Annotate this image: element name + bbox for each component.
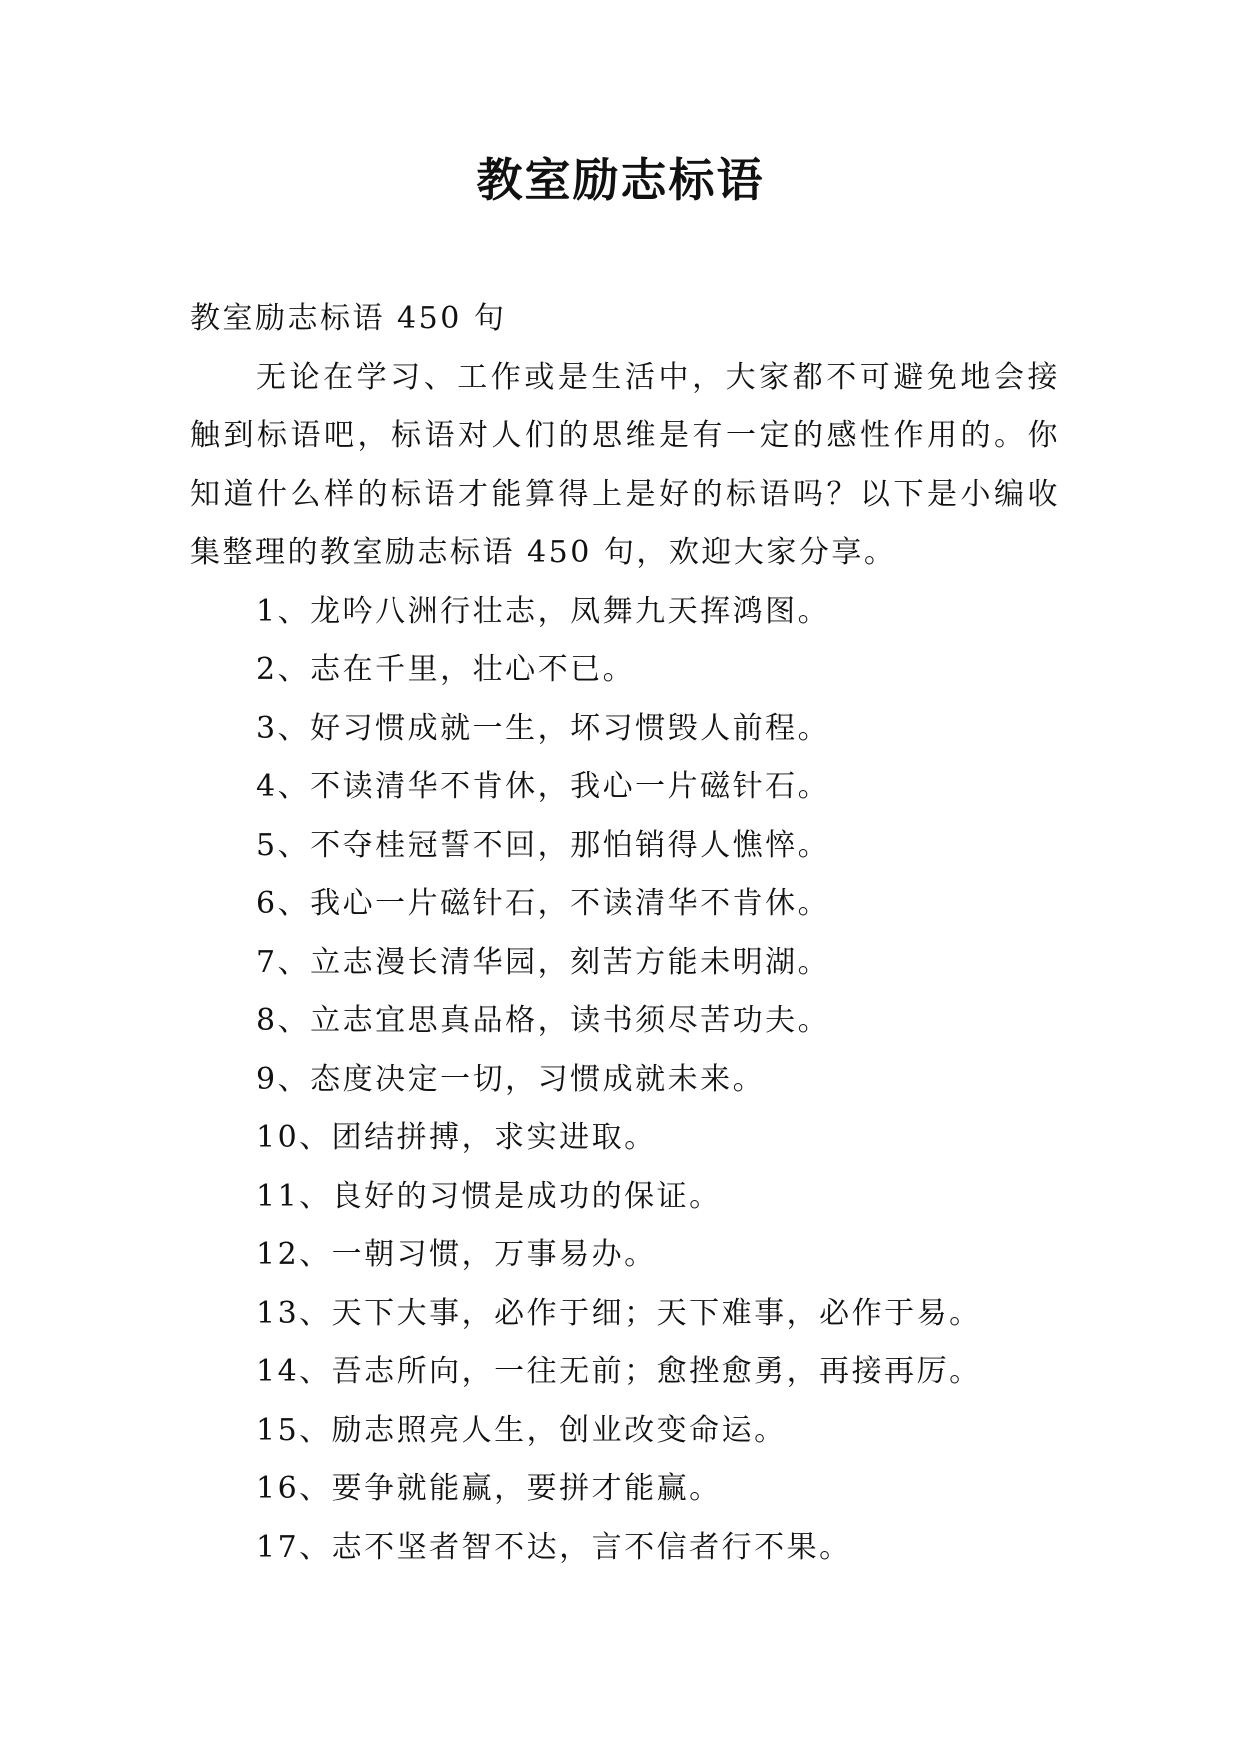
- slogan-item: 9、态度决定一切，习惯成就未来。: [256, 1061, 766, 1097]
- slogan-item: 17、志不坚者智不达，言不信者行不果。: [256, 1529, 852, 1565]
- document-body: [190, 290, 1060, 1577]
- slogan-item: 15、励志照亮人生，创业改变命运。: [256, 1412, 787, 1448]
- slogan-item: 8、立志宜思真品格，读书须尽苦功夫。: [256, 1003, 831, 1038]
- slogan-item: 2、志在千里，壮心不已。: [256, 652, 636, 687]
- slogan-item: 3、好习惯成就一生，坏习惯毁人前程。: [256, 710, 831, 746]
- slogan-list: [190, 583, 1060, 1578]
- slogan-item: 6、我心一片磁针石，不读清华不肯休。: [256, 886, 831, 921]
- slogan-item: 16、要争就能赢，要拼才能赢。: [256, 1471, 722, 1506]
- slogan-item: 1、龙吟八洲行壮志，凤舞九天挥鸿图。: [256, 593, 831, 629]
- slogan-item: 10、团结拼搏，求实进取。: [256, 1120, 657, 1155]
- slogan-item: 11、良好的习惯是成功的保证。: [256, 1178, 722, 1214]
- document-title: 教室励志标语: [476, 153, 765, 207]
- slogan-item: 12、一朝习惯，万事易办。: [256, 1237, 657, 1272]
- document-subtitle: 教室励志标语 450 句: [190, 301, 507, 336]
- slogan-item: 13、天下大事，必作于细；天下难事，必作于易。: [256, 1295, 982, 1331]
- slogan-item: 7、立志漫长清华园，刻苦方能未明湖。: [256, 944, 831, 980]
- slogan-item: 5、不夺桂冠誓不回，那怕销得人憔悴。: [256, 827, 831, 863]
- slogan-item: 4、不读清华不肯休，我心一片磁针石。: [256, 769, 831, 804]
- slogan-item: 14、吾志所向，一往无前；愈挫愈勇，再接再厉。: [256, 1354, 982, 1389]
- intro-paragraph: 无论在学习、工作或是生活中，大家都不可避免地会接触到标语吧，标语对人们的思维是有一定的感性作用的。你知道什么样的标语才能算得上是好的标语吗？以下是小编收集整理的教室励志标语 450 句，欢迎大家分享。: [190, 359, 1060, 570]
